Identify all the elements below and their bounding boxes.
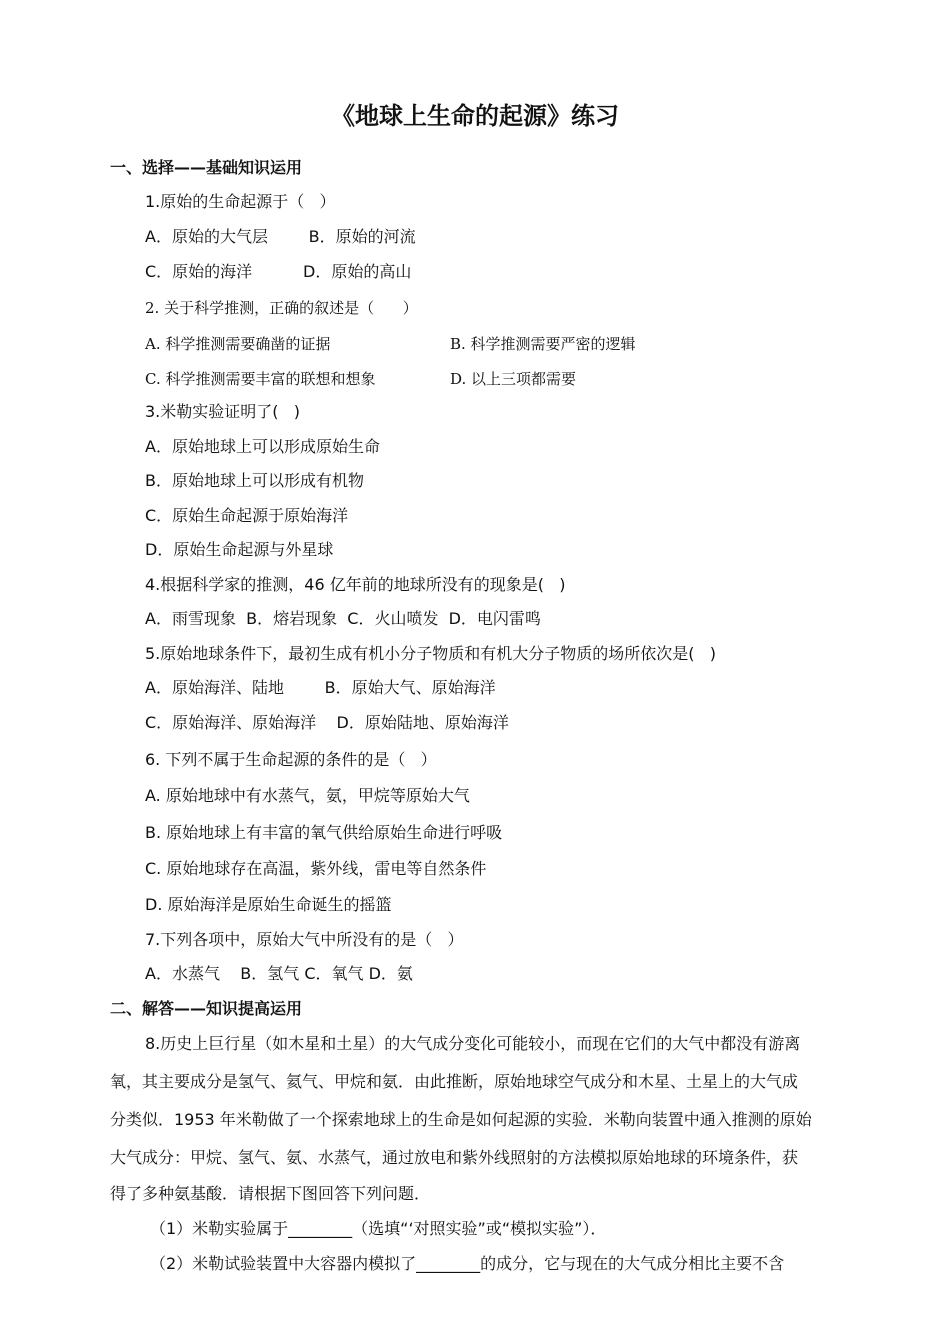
question-4-stem: 4.根据科学家的推测，46 亿年前的地球所没有的现象是( ) xyxy=(145,575,566,594)
question-6-option-c: C. 原始地球存在高温，紫外线，雷电等自然条件 xyxy=(145,859,487,878)
question-3-option-a: A．原始地球上可以形成原始生命 xyxy=(145,437,380,456)
question-7-options: A．水蒸气 B．氢气 C．氧气 D．氨 xyxy=(145,964,413,983)
question-8-paragraph-line: 氧，其主要成分是氢气、氦气、甲烷和氨．由此推断，原始地球空气成分和木星、土星上的大气成 xyxy=(110,1072,799,1091)
page-title: 《地球上生命的起源》练习 xyxy=(331,102,619,130)
question-6-stem: 6. 下列不属于生命起源的条件的是（ ） xyxy=(145,750,437,769)
question-2-stem: 2. 关于科学推测，正确的叙述是（ ） xyxy=(145,299,418,317)
question-6-option-d: D. 原始海洋是原始生命诞生的摇篮 xyxy=(145,895,392,914)
question-7-stem: 7.下列各项中，原始大气中所没有的是（ ） xyxy=(145,930,464,949)
section-heading-choice: 一、选择——基础知识运用 xyxy=(110,158,303,177)
question-5-options-cd: C．原始海洋、原始海洋 D．原始陆地、原始海洋 xyxy=(145,713,509,732)
question-1-stem: 1.原始的生命起源于（ ） xyxy=(145,192,336,211)
question-3-option-d: D．原始生命起源与外星球 xyxy=(145,540,334,559)
question-3-stem: 3.米勒实验证明了( ) xyxy=(145,402,301,421)
question-8-sub-2: （2）米勒试验装置中大容器内模拟了________的成分，它与现在的大气成分相比主要不含 xyxy=(150,1254,785,1273)
question-1-options-ab: A．原始的大气层 B．原始的河流 xyxy=(145,227,416,246)
question-1-options-cd: C．原始的海洋 D．原始的高山 xyxy=(145,262,412,281)
question-8-paragraph-line: 分类似．1953 年米勒做了一个探索地球上的生命是如何起源的实验．米勒向装置中通入推测的原始 xyxy=(110,1110,812,1129)
question-6-option-b: B. 原始地球上有丰富的氧气供给原始生命进行呼吸 xyxy=(145,823,503,842)
question-3-option-c: C．原始生命起源于原始海洋 xyxy=(145,506,349,525)
question-3-option-b: B．原始地球上可以形成有机物 xyxy=(145,471,364,490)
question-5-options-ab: A．原始海洋、陆地 B．原始大气、原始海洋 xyxy=(145,678,496,697)
question-8-paragraph-line: 得了多种氨基酸．请根据下图回答下列问题． xyxy=(110,1184,431,1203)
question-8-paragraph-line: 大气成分：甲烷、氢气、氨、水蒸气，通过放电和紫外线照射的方法模拟原始地球的环境条件，获 xyxy=(110,1148,799,1167)
question-8-paragraph-line: 8.历史上巨行星（如木星和土星）的大气成分变化可能较小，而现在它们的大气中都没有游离 xyxy=(145,1034,801,1053)
section-heading-answer: 二、解答——知识提高运用 xyxy=(110,999,303,1018)
question-4-options: A．雨雪现象 B．熔岩现象 C．火山喷发 D．电闪雷鸣 xyxy=(145,609,541,628)
question-2-option-b: B. 科学推测需要严密的逻辑 xyxy=(450,335,636,353)
question-6-option-a: A. 原始地球中有水蒸气，氨，甲烷等原始大气 xyxy=(145,786,470,805)
question-2-option-d: D. 以上三项都需要 xyxy=(450,370,577,388)
question-8-sub-1: （1）米勒实验属于________（选填“‘对照实验”或“模拟实验”）． xyxy=(150,1219,607,1238)
question-2-option-a: A. 科学推测需要确凿的证据 xyxy=(145,335,331,353)
question-2-option-c: C. 科学推测需要丰富的联想和想象 xyxy=(145,370,376,388)
question-5-stem: 5.原始地球条件下，最初生成有机小分子物质和有机大分子物质的场所依次是( ) xyxy=(145,644,717,663)
